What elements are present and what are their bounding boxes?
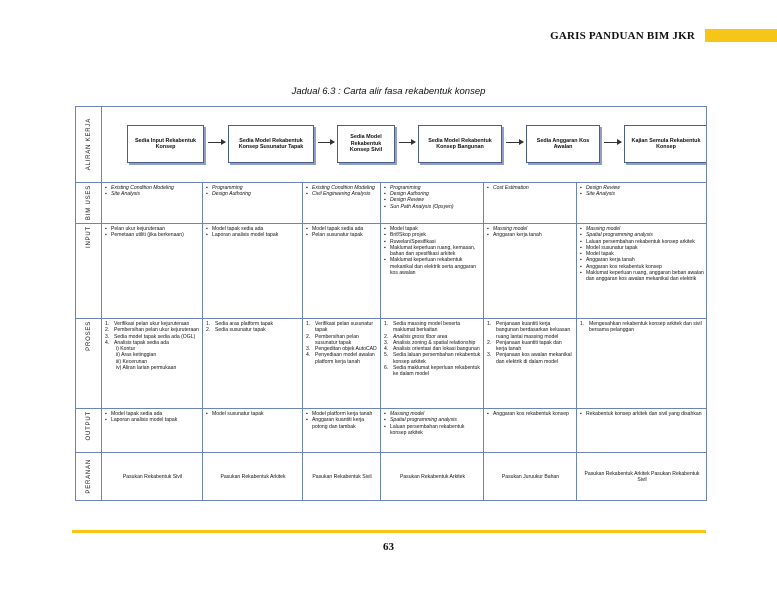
peranan-cell-2: Pasukan Rekabentuk Arkitek bbox=[203, 453, 303, 501]
flow-step-5: Sedia Anggaran Kos Awalan bbox=[526, 125, 600, 163]
flow-step-2: Sedia Model Rekabentuk Konsep Susunatur Tapak bbox=[228, 125, 314, 163]
flow-arrow-5 bbox=[604, 142, 621, 143]
list-item: ▪ Design Authoring bbox=[384, 191, 481, 197]
list-item: ▪ Civil Engineering Analysis bbox=[306, 191, 378, 197]
list-item: ▪ Rekabentuk konsep arkitek dan sivil yang disahkan bbox=[580, 411, 704, 417]
input-cell-4 bbox=[381, 224, 484, 319]
peranan-cell-6: Pasukan Rekabentuk Arkitek Pasukan Rekabentuk Sivil bbox=[577, 453, 707, 501]
list-item: 4. Penyediaan model awalan platform kerja tanah bbox=[306, 352, 375, 365]
peranan-cell-3: Pasukan Rekabentuk Sivil bbox=[303, 453, 381, 501]
proses-cell-5 bbox=[484, 319, 577, 409]
flow-arrow-2 bbox=[318, 142, 334, 143]
row-label-proses: PROSES bbox=[76, 319, 102, 409]
list-item: ▪ Anggaran kuantiti kerja potong dan tambak bbox=[306, 417, 378, 429]
peranan-cell-5: Pasukan Juruukur Bahan bbox=[484, 453, 577, 501]
list-item: ▪ Model tapak sedia ada bbox=[306, 226, 378, 232]
sub-item: i) Kontur bbox=[116, 346, 136, 353]
list-item: ▪ Massing model bbox=[487, 226, 574, 232]
list-item: 3. Sedia model tapak sedia ada (OGL) bbox=[105, 333, 196, 340]
list-item: ▪ Pelan ukur kejuruteraan bbox=[105, 226, 200, 232]
list-item: ▪ Model tapak sedia ada bbox=[105, 411, 200, 417]
sub-item: iv) Aliran larian permukaan bbox=[116, 364, 177, 371]
row-bim-uses bbox=[76, 183, 707, 224]
list-item: ▪ Cost Estimation bbox=[487, 185, 574, 191]
list-item: ▪ Ruwelan/Spesifikasi bbox=[384, 239, 481, 245]
list-item: ▪ Laporan analisis model tapak bbox=[105, 417, 200, 423]
list-item: ▪ Design Review bbox=[384, 197, 481, 203]
list-item: ▪ Anggaran kos rekabentuk konsep bbox=[580, 264, 704, 270]
list-item: ▪ Model susunatur tapak bbox=[206, 411, 300, 417]
list-item: ▪ Model platform kerja tanah bbox=[306, 411, 378, 417]
list-item: ▪ Model tapak bbox=[580, 251, 704, 257]
list-item: 1. Sedia aras platform tapak bbox=[206, 321, 274, 328]
input-cell-3 bbox=[303, 224, 381, 319]
list-item: ▪ Existing Condition Modeling bbox=[105, 185, 200, 191]
list-item: ▪ Massing model bbox=[580, 226, 704, 232]
sub-item: ii) Aras ketinggian bbox=[116, 352, 157, 359]
uses-cell-4 bbox=[381, 183, 484, 224]
list-item: ▪ Programming bbox=[206, 185, 300, 191]
list-item: 2. Pembersihan pelan ukur kejuruteraan bbox=[105, 327, 199, 334]
proses-cell-2 bbox=[203, 319, 303, 409]
list-item: ▪ Model susunatur tapak bbox=[580, 245, 704, 251]
output-cell-3 bbox=[303, 409, 381, 453]
output-cell-4 bbox=[381, 409, 484, 453]
row-label-output: OUTPUT bbox=[76, 409, 102, 453]
input-cell-2 bbox=[203, 224, 303, 319]
uses-cell-5 bbox=[484, 183, 577, 224]
proses-cell-4 bbox=[381, 319, 484, 409]
list-item: ▪ Anggaran kerja tanah bbox=[487, 232, 574, 238]
list-item: ▪ Brif/Skop projek bbox=[384, 232, 481, 238]
output-cell-1 bbox=[102, 409, 203, 453]
row-label-input: INPUT bbox=[76, 224, 102, 319]
list-item: ▪ Model tapak bbox=[384, 226, 481, 232]
uses-cell-2 bbox=[203, 183, 303, 224]
list-item: ▪ Spatial programming analysis bbox=[384, 417, 481, 423]
list-item: ▪ Site Analysis bbox=[580, 191, 704, 197]
proses-cell-1 bbox=[102, 319, 203, 409]
list-item: 2. Sedia susunatur tapak bbox=[206, 327, 266, 334]
proses-cell-3 bbox=[303, 319, 381, 409]
table-caption: Jadual 6.3 : Carta alir fasa rekabentuk konsep bbox=[291, 86, 486, 97]
row-input bbox=[76, 224, 707, 319]
list-item: ▪ Massing model bbox=[384, 411, 481, 417]
list-item: 1. Verifikasi pelan ukur kejuruteraan bbox=[105, 321, 190, 328]
uses-cell-6 bbox=[577, 183, 707, 224]
list-item: ▪ Laluan persembahan rekabentuk konsep arkitek bbox=[384, 424, 481, 436]
list-item: ▪ Anggaran kos rekabentuk konsep bbox=[487, 411, 574, 417]
flow-step-3: Sedia Model Rekabentuk Konsep Sivil bbox=[337, 125, 395, 163]
list-item: ▪ Maklumat keperluan ruang, anggaran beban awalan dan anggaran kos awalan mekanikal dan elektrik bbox=[580, 270, 704, 282]
peranan-cell-1: Pasukan Rekabentuk Sivil bbox=[102, 453, 203, 501]
row-proses bbox=[76, 319, 707, 409]
list-item: 2. Penjanaan kuantiti tapak dan kerja tanah bbox=[487, 339, 562, 353]
row-output bbox=[76, 409, 707, 453]
list-item: ▪ Spatial programming analysis bbox=[580, 232, 704, 238]
list-item: ▪ Existing Condition Modeling bbox=[306, 185, 378, 191]
workflow-table bbox=[75, 106, 707, 501]
uses-cell-1 bbox=[102, 183, 203, 224]
output-cell-5 bbox=[484, 409, 577, 453]
list-item: 4. Analisis tapak sedia ada bbox=[105, 339, 169, 346]
list-item: ▪ Laporan analisis model tapak bbox=[206, 232, 300, 238]
sub-item: iii) Kecerunan bbox=[116, 358, 148, 365]
list-item: ▪ Pemetaan utiliti (jika berkenaan) bbox=[105, 232, 200, 238]
list-item: ▪ Pelan susunatur tapak bbox=[306, 232, 378, 238]
list-item: ▪ Design Review bbox=[580, 185, 704, 191]
list-item: 1. Penjanaan kuantiti kerja bangunan berdasarkan keluasan ruang lantai massing model bbox=[487, 321, 571, 340]
list-item: 1. Sedia massing model beserta maklumat berkaitan bbox=[384, 321, 461, 334]
peranan-cell-4: Pasukan Rekabentuk Arkitek bbox=[381, 453, 484, 501]
list-item: ▪ Maklumat keperluan ruang, kemasan, bahan dan spesifikasi arkitek bbox=[384, 245, 481, 257]
proses-cell-6 bbox=[577, 319, 707, 409]
list-item: 2. Analisis gross floor area bbox=[384, 333, 448, 340]
output-cell-2 bbox=[203, 409, 303, 453]
flow-arrow-3 bbox=[399, 142, 415, 143]
list-item: 1. Mengesahkan rekabentuk konsep arkitek dan sivil bersama pelanggan bbox=[580, 321, 702, 334]
header-accent-bar bbox=[705, 29, 777, 42]
input-cell-6 bbox=[577, 224, 707, 319]
flow-step-4: Sedia Model Rekabentuk Konsep Bangunan bbox=[418, 125, 502, 163]
footer-accent-bar bbox=[72, 530, 706, 533]
flow-diagram bbox=[105, 109, 704, 181]
list-item: 5. Sedia laluan persembahan rekabentuk konsep arkitek bbox=[384, 352, 481, 365]
flow-step-6: Kajian Semula Rekabentuk Konsep bbox=[624, 125, 707, 163]
input-cell-1 bbox=[102, 224, 203, 319]
flow-arrow-1 bbox=[208, 142, 225, 143]
list-item: 4. Analisis orientasi dan lokasi bangunan bbox=[384, 346, 480, 353]
list-item: ▪ Sun Path Analysis (Opsyen) bbox=[384, 204, 481, 210]
list-item: ▪ Design Authoring bbox=[206, 191, 300, 197]
flow-arrow-4 bbox=[506, 142, 523, 143]
list-item: 1. Verifikasi pelan susunatur tapak bbox=[306, 321, 374, 334]
list-item: ▪ Laluan persembahan rekabentuk konsep arkitek bbox=[580, 239, 704, 245]
list-item: 3. Pengeditan objek AutoCAD bbox=[306, 346, 377, 353]
row-label-peranan: PERANAN bbox=[76, 453, 102, 501]
output-cell-6 bbox=[577, 409, 707, 453]
list-item: 2. Pembersihan pelan susunatur tapak bbox=[306, 333, 359, 346]
flow-step-1: Sedia Input Rekabentuk Konsep bbox=[127, 125, 204, 163]
row-peranan bbox=[76, 453, 707, 501]
page-number: 63 bbox=[383, 541, 394, 553]
row-label-uses: BIM USES bbox=[76, 183, 102, 224]
list-item: ▪ Anggaran kerja tanah bbox=[580, 257, 704, 263]
list-item: ▪ Programming bbox=[384, 185, 481, 191]
input-cell-5 bbox=[484, 224, 577, 319]
list-item: ▪ Site Analysis bbox=[105, 191, 200, 197]
row-aliran-kerja bbox=[76, 107, 707, 183]
row-label-flow: ALIRAN KERJA bbox=[76, 107, 102, 183]
list-item: 3. Analisis zoning & spatial relationship bbox=[384, 339, 476, 346]
uses-cell-3 bbox=[303, 183, 381, 224]
list-item: ▪ Maklumat keperluan rekabentuk mekanikal dan elektrik serta anggaran kos awalan bbox=[384, 257, 481, 276]
list-item: ▪ Model tapak sedia ada bbox=[206, 226, 300, 232]
list-item: 3. Penjanaan kos awalan mekanikal dan elektrik di dalam model bbox=[487, 352, 572, 365]
header-title: GARIS PANDUAN BIM JKR bbox=[550, 30, 695, 42]
list-item: 6. Sedia maklumat keperluan rekabentuk ke dalam model bbox=[384, 364, 480, 377]
